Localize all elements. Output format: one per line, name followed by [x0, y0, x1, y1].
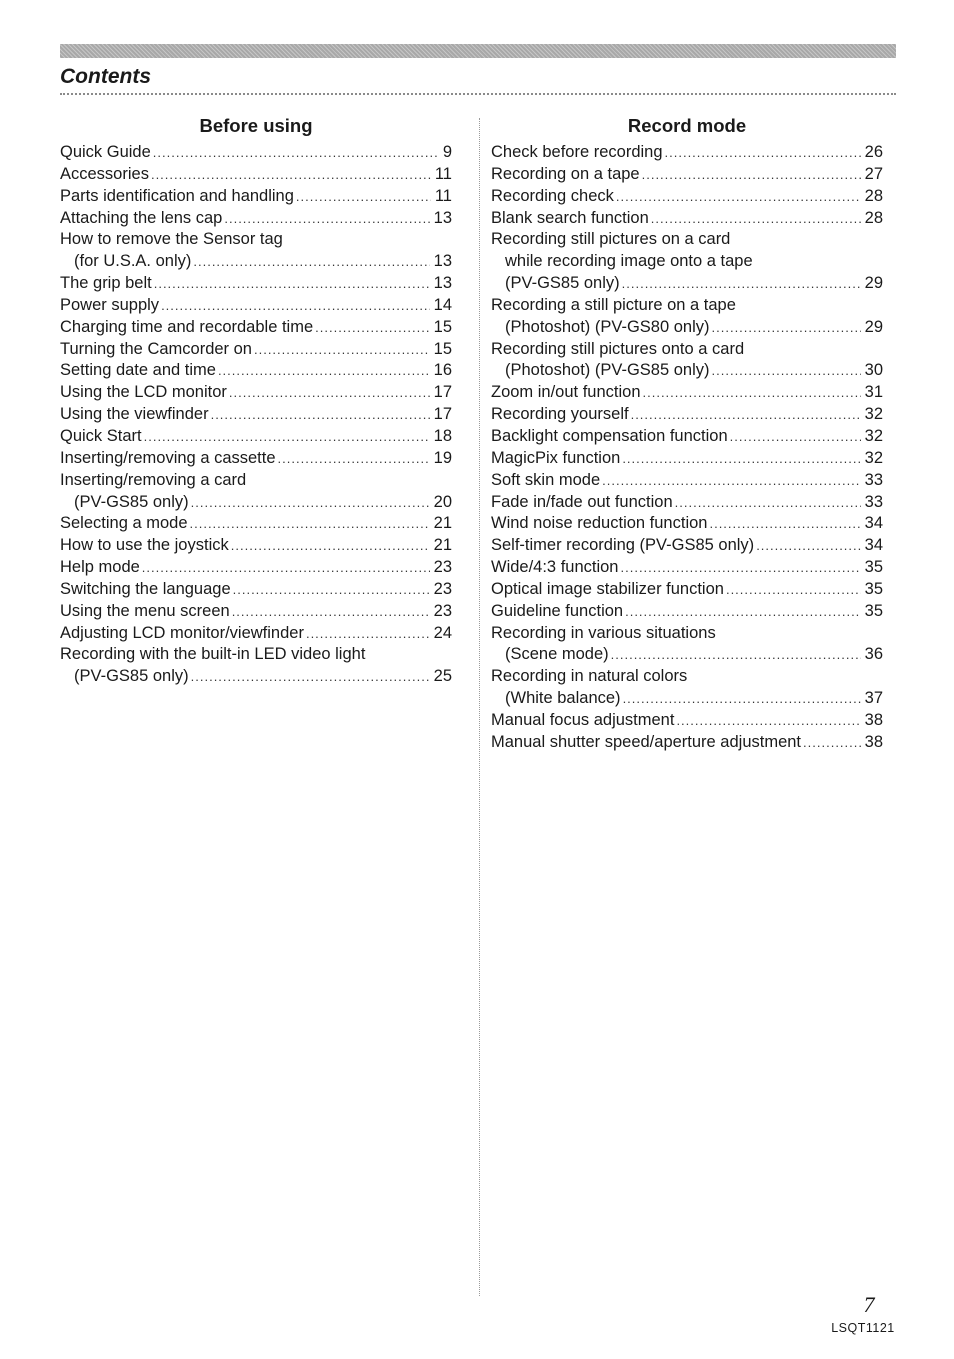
dot-leader — [643, 382, 861, 404]
toc-entry-title: (Scene mode) — [505, 645, 609, 664]
toc-entry-page: 23 — [433, 558, 452, 577]
toc-entry-page: 32 — [864, 405, 883, 424]
dot-leader — [730, 426, 861, 448]
toc-entry[interactable] — [491, 644, 883, 666]
dot-leader — [233, 579, 430, 601]
dot-leader — [144, 426, 430, 448]
dot-leader — [161, 295, 430, 317]
toc-entry[interactable] — [491, 601, 883, 623]
toc-entry-page: 27 — [864, 164, 883, 183]
toc-entry-title: Parts identification and handling — [60, 186, 294, 205]
dot-leader — [611, 644, 861, 666]
toc-entry-title: (Photoshot) (PV-GS80 only) — [505, 317, 710, 336]
toc-entry[interactable] — [491, 666, 883, 688]
toc-entry-title: Recording with the built-in LED video light — [60, 645, 366, 664]
toc-entry-page: 36 — [864, 645, 883, 664]
title-divider — [60, 93, 896, 95]
dot-leader — [254, 339, 430, 361]
toc-column-record-mode — [491, 112, 883, 754]
dot-leader — [224, 208, 429, 230]
dot-leader — [621, 557, 861, 579]
toc-entry-title: Turning the Camcorder on — [60, 339, 252, 358]
toc-entry-title: (PV-GS85 only) — [74, 667, 189, 686]
toc-entry-title: Attaching the lens cap — [60, 208, 223, 227]
toc-entry[interactable] — [60, 251, 452, 273]
dot-leader — [665, 142, 861, 164]
dot-leader — [709, 513, 860, 535]
dot-leader — [278, 448, 430, 470]
toc-entry-title: Charging time and recordable time — [60, 317, 314, 336]
toc-entry-title: (PV-GS85 only) — [505, 274, 620, 293]
toc-entry-title: Blank search function — [491, 208, 649, 227]
toc-entry-title: Quick Guide — [60, 143, 151, 161]
toc-entry[interactable] — [491, 360, 883, 382]
toc-entry-page: 34 — [864, 514, 883, 533]
toc-entry-title: Quick Start — [60, 426, 142, 445]
toc-entry[interactable] — [491, 557, 883, 579]
toc-entry-page: 24 — [433, 623, 452, 642]
toc-entry-title: Guideline function — [491, 601, 624, 620]
toc-entry-page: 17 — [433, 383, 452, 402]
toc-entry-title: Recording in various situations — [491, 623, 716, 642]
dot-leader — [622, 273, 861, 295]
toc-entry-title: while recording image onto a tape — [505, 252, 753, 271]
dot-leader — [153, 142, 439, 164]
toc-entry-page: 34 — [864, 536, 883, 555]
toc-entry-page: 13 — [433, 208, 452, 227]
toc-entry-page: 35 — [864, 601, 883, 620]
toc-entry-title: How to use the joystick — [60, 536, 229, 555]
toc-entry[interactable] — [60, 623, 452, 645]
toc-entry-title: Soft skin mode — [491, 470, 601, 489]
toc-entry[interactable] — [491, 579, 883, 601]
dot-leader — [623, 688, 861, 710]
dot-leader — [712, 317, 861, 339]
toc-entry[interactable] — [60, 579, 452, 601]
toc-entry[interactable] — [60, 535, 452, 557]
toc-entry[interactable] — [491, 492, 883, 514]
dot-leader — [193, 251, 429, 273]
toc-entry[interactable] — [491, 732, 883, 754]
dot-leader — [642, 164, 861, 186]
toc-entry-title: Recording yourself — [491, 405, 629, 424]
toc-entry-title: Manual focus adjustment — [491, 710, 675, 729]
document-code: LSQT1121 — [831, 1321, 895, 1335]
dot-leader — [218, 360, 430, 382]
dot-leader — [306, 623, 430, 645]
toc-entry-page: 21 — [433, 514, 452, 533]
toc-entry-title: Backlight compensation function — [491, 426, 728, 445]
toc-entry-page: 21 — [433, 536, 452, 555]
toc-entry[interactable] — [491, 164, 883, 186]
toc-entry-title: Help mode — [60, 558, 140, 577]
toc-entry-title: (White balance) — [505, 689, 621, 708]
dot-leader — [712, 360, 861, 382]
toc-list-record-mode — [491, 142, 883, 754]
toc-entry[interactable] — [491, 470, 883, 492]
toc-entry-title: MagicPix function — [491, 448, 621, 467]
toc-entry-page: 16 — [433, 361, 452, 380]
toc-entry-page: 33 — [864, 470, 883, 489]
toc-entry[interactable] — [491, 535, 883, 557]
toc-entry-page: 29 — [864, 274, 883, 293]
dot-leader — [231, 535, 430, 557]
dot-leader — [675, 492, 861, 514]
dot-leader — [622, 448, 860, 470]
toc-entry-title: Fade in/fade out function — [491, 492, 673, 511]
toc-entry[interactable] — [491, 229, 883, 251]
dot-leader — [756, 535, 860, 557]
toc-entry[interactable] — [491, 426, 883, 448]
toc-entry-page: 11 — [434, 186, 452, 205]
toc-entry-page: 15 — [433, 339, 452, 358]
toc-entry-page: 29 — [864, 317, 883, 336]
dot-leader — [191, 492, 430, 514]
toc-entry-page: 19 — [433, 448, 452, 467]
dot-leader — [296, 186, 431, 208]
toc-column-before-using — [60, 112, 452, 688]
dot-leader — [315, 317, 430, 339]
toc-entry-page: 13 — [433, 274, 452, 293]
toc-list-before-using — [60, 142, 452, 688]
page-title: Contents — [60, 65, 151, 88]
dot-leader — [676, 710, 860, 732]
toc-entry[interactable] — [60, 448, 452, 470]
toc-entry-title: (Photoshot) (PV-GS85 only) — [505, 361, 710, 380]
toc-entry-title: Recording check — [491, 186, 614, 205]
toc-entry[interactable] — [60, 273, 452, 295]
toc-entry[interactable] — [491, 513, 883, 535]
toc-entry[interactable] — [60, 186, 452, 208]
dot-leader — [142, 557, 430, 579]
toc-entry-title: (for U.S.A. only) — [74, 252, 192, 271]
toc-entry[interactable] — [60, 142, 452, 164]
toc-entry-title: (PV-GS85 only) — [74, 492, 189, 511]
toc-entry-page: 23 — [433, 601, 452, 620]
toc-entry-title: Recording still pictures on a card — [491, 230, 731, 249]
toc-entry-page: 9 — [442, 143, 452, 161]
dot-leader — [154, 273, 430, 295]
toc-entry[interactable] — [60, 295, 452, 317]
toc-entry-page: 38 — [864, 732, 883, 751]
dot-leader — [803, 732, 861, 754]
toc-entry-page: 35 — [864, 579, 883, 598]
toc-entry-page: 31 — [864, 383, 883, 402]
dot-leader — [232, 601, 430, 623]
toc-entry-page: 20 — [433, 492, 452, 511]
toc-entry[interactable] — [491, 273, 883, 295]
toc-entry[interactable] — [491, 404, 883, 426]
toc-entry-page: 25 — [433, 667, 452, 686]
toc-entry-page: 14 — [433, 295, 452, 314]
toc-entry-title: Manual shutter speed/aperture adjustment — [491, 732, 802, 751]
toc-entry[interactable] — [491, 623, 883, 645]
dot-leader — [191, 666, 430, 688]
toc-entry-page: 38 — [864, 710, 883, 729]
toc-entry-page: 23 — [433, 579, 452, 598]
toc-entry[interactable] — [491, 186, 883, 208]
dot-leader — [625, 601, 861, 623]
toc-entry-title: Using the menu screen — [60, 601, 230, 620]
toc-entry-title: Recording still pictures onto a card — [491, 339, 745, 358]
toc-entry[interactable] — [60, 470, 452, 492]
dot-leader — [602, 470, 861, 492]
dot-leader — [651, 208, 861, 230]
toc-entry-title: Recording on a tape — [491, 164, 640, 183]
toc-entry-title: Using the viewfinder — [60, 405, 209, 424]
toc-entry[interactable] — [491, 710, 883, 732]
toc-entry[interactable] — [60, 339, 452, 361]
toc-entry-page: 35 — [864, 558, 883, 577]
toc-entry-page: 26 — [864, 143, 883, 161]
toc-entry-page: 18 — [433, 426, 452, 445]
toc-entry[interactable] — [60, 208, 452, 230]
toc-entry[interactable] — [60, 666, 452, 688]
toc-entry-page: 33 — [864, 492, 883, 511]
toc-entry-title: Wide/4:3 function — [491, 558, 619, 577]
toc-entry[interactable] — [60, 382, 452, 404]
toc-entry-title: Wind noise reduction function — [491, 514, 708, 533]
dot-leader — [151, 164, 431, 186]
toc-entry-title: Selecting a mode — [60, 514, 188, 533]
toc-entry-page: 28 — [864, 186, 883, 205]
dot-leader — [726, 579, 861, 601]
dot-leader — [190, 513, 430, 535]
toc-entry-title: Self-timer recording (PV-GS85 only) — [491, 536, 755, 555]
toc-entry-title: Zoom in/out function — [491, 383, 641, 402]
toc-entry[interactable] — [491, 251, 883, 273]
toc-entry[interactable] — [60, 229, 452, 251]
toc-entry-title: Recording in natural colors — [491, 667, 688, 686]
toc-entry[interactable] — [60, 164, 452, 186]
toc-entry-title: Power supply — [60, 295, 160, 314]
toc-entry[interactable] — [60, 426, 452, 448]
toc-entry-title: Inserting/removing a card — [60, 470, 247, 489]
toc-entry-page: 13 — [433, 252, 452, 271]
toc-entry[interactable] — [60, 557, 452, 579]
toc-entry[interactable] — [60, 513, 452, 535]
toc-entry[interactable] — [60, 360, 452, 382]
toc-entry-title: Optical image stabilizer function — [491, 579, 724, 598]
dot-leader — [631, 404, 861, 426]
toc-entry-title: Check before recording — [491, 143, 663, 161]
toc-entry-title: Inserting/removing a cassette — [60, 448, 276, 467]
toc-entry-page: 37 — [864, 689, 883, 708]
toc-entry[interactable] — [491, 317, 883, 339]
toc-entry-page: 15 — [433, 317, 452, 336]
toc-entry-page: 17 — [433, 405, 452, 424]
toc-entry-title: Adjusting LCD monitor/viewfinder — [60, 623, 304, 642]
toc-entry-page: 28 — [864, 208, 883, 227]
dot-leader — [211, 404, 430, 426]
toc-entry[interactable] — [491, 448, 883, 470]
toc-entry[interactable] — [491, 339, 883, 361]
section-heading-before-using: Before using — [199, 115, 313, 136]
section-heading-record-mode: Record mode — [627, 115, 747, 136]
toc-entry-title: The grip belt — [60, 274, 152, 293]
toc-entry[interactable] — [60, 404, 452, 426]
header-bar — [60, 44, 896, 58]
toc-entry[interactable] — [491, 382, 883, 404]
toc-entry-title: Recording a still picture on a tape — [491, 295, 736, 314]
toc-entry[interactable] — [491, 142, 883, 164]
toc-entry-title: How to remove the Sensor tag — [60, 230, 283, 249]
toc-entry-title: Setting date and time — [60, 361, 216, 380]
toc-entry[interactable] — [60, 644, 452, 666]
dot-leader — [229, 382, 430, 404]
toc-entry[interactable] — [60, 317, 452, 339]
toc-entry[interactable] — [491, 208, 883, 230]
toc-entry-title: Using the LCD monitor — [60, 383, 227, 402]
toc-entry[interactable] — [491, 295, 883, 317]
toc-entry[interactable] — [491, 688, 883, 710]
toc-entry[interactable] — [60, 492, 452, 514]
toc-entry-page: 32 — [864, 426, 883, 445]
toc-entry-title: Switching the language — [60, 579, 231, 598]
column-divider — [479, 118, 480, 1296]
toc-entry-page: 32 — [864, 448, 883, 467]
toc-entry[interactable] — [60, 601, 452, 623]
toc-entry-page: 30 — [864, 361, 883, 380]
page-number: 7 — [863, 1292, 875, 1317]
toc-entry-title: Accessories — [60, 164, 149, 183]
dot-leader — [616, 186, 861, 208]
toc-entry-page: 11 — [434, 164, 452, 183]
